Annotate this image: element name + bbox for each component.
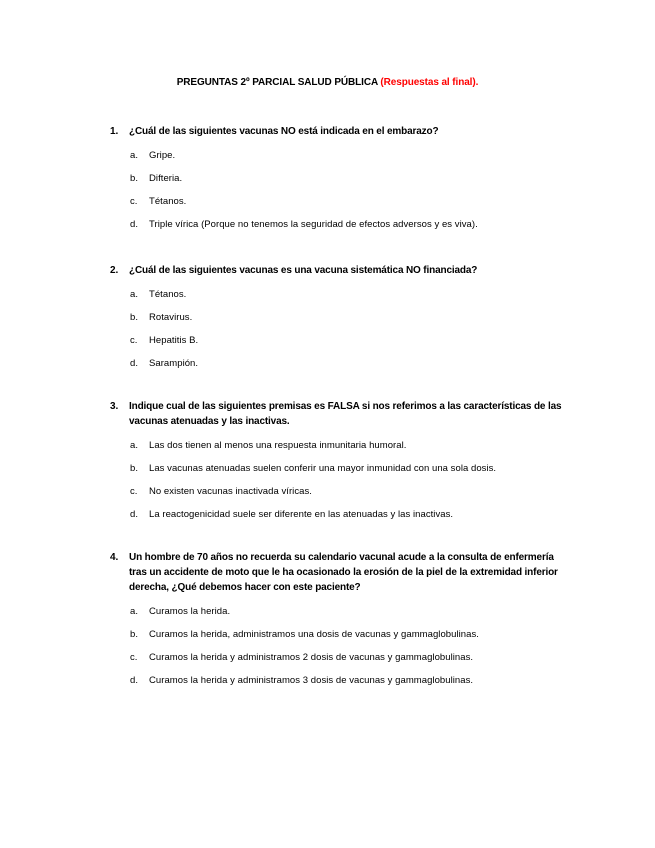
option-letter: a.	[130, 289, 139, 300]
answer-option	[0, 606, 655, 618]
option-text: Curamos la herida.	[149, 606, 231, 617]
option-text: Curamos la herida, administramos una dosis de vacunas y gammaglobulinas.	[149, 629, 479, 640]
title-note: (Respuestas al final).	[380, 77, 479, 88]
question-4	[0, 550, 655, 687]
answer-option	[0, 652, 655, 664]
option-text: Las dos tienen al menos una respuesta inmunitaria humoral.	[149, 440, 407, 451]
question-header	[0, 399, 655, 429]
question-2	[0, 263, 655, 370]
question-number: 3.	[110, 401, 119, 412]
answer-option	[0, 358, 655, 370]
question-1	[0, 124, 655, 231]
option-text: Las vacunas atenuadas suelen conferir una mayor inmunidad con una sola dosis.	[149, 463, 497, 474]
question-text: ¿Cuál de las siguientes vacunas NO está indicada en el embarazo?	[129, 126, 439, 137]
title-main: PREGUNTAS 2º PARCIAL SALUD PÚBLICA	[176, 77, 378, 88]
option-letter: d.	[130, 509, 139, 520]
option-text: No existen vacunas inactivada víricas.	[149, 486, 312, 497]
question-header	[0, 124, 655, 139]
option-letter: d.	[130, 358, 139, 369]
question-text: Indique cual de las siguientes premisas es FALSA si nos referimos a las características de las vacunas atenuadas y las inactivas.	[129, 401, 562, 427]
answer-option	[0, 675, 655, 687]
answer-option	[0, 463, 655, 475]
question-text: ¿Cuál de las siguientes vacunas es una vacuna sistemática NO financiada?	[129, 265, 478, 276]
answer-option	[0, 629, 655, 641]
answer-option	[0, 312, 655, 324]
option-text: Gripe.	[149, 150, 176, 161]
option-letter: a.	[130, 440, 139, 451]
option-letter: d.	[130, 675, 139, 686]
question-number: 4.	[110, 552, 119, 563]
option-text: Hepatitis B.	[149, 335, 199, 346]
answer-option	[0, 173, 655, 185]
answer-option	[0, 219, 655, 231]
answer-option	[0, 196, 655, 208]
option-letter: c.	[130, 486, 138, 497]
option-letter: a.	[130, 606, 139, 617]
option-text: Curamos la herida y administramos 3 dosis de vacunas y gammaglobulinas.	[149, 675, 474, 686]
option-letter: b.	[130, 629, 139, 640]
answer-option	[0, 509, 655, 521]
option-text: Triple vírica (Porque no tenemos la seguridad de efectos adversos y es viva).	[149, 219, 478, 230]
question-number: 2.	[110, 265, 119, 276]
option-text: Rotavirus.	[149, 312, 193, 323]
option-text: Sarampión.	[149, 358, 199, 369]
question-header	[0, 263, 655, 278]
option-letter: c.	[130, 335, 138, 346]
option-letter: a.	[130, 150, 139, 161]
option-text: Difteria.	[149, 173, 183, 184]
option-letter: c.	[130, 652, 138, 663]
document-title	[0, 77, 655, 88]
option-text: Tétanos.	[149, 196, 187, 207]
answer-option	[0, 335, 655, 347]
question-3	[0, 399, 655, 521]
option-letter: d.	[130, 219, 139, 230]
option-letter: b.	[130, 463, 139, 474]
answer-option	[0, 289, 655, 301]
option-text: La reactogenicidad suele ser diferente en las atenuadas y las inactivas.	[149, 509, 454, 520]
answer-option	[0, 440, 655, 452]
question-text: Un hombre de 70 años no recuerda su calendario vacunal acude a la consulta de enfermería tras un accidente de moto que le ha ocasionado la erosión de la piel de la extremidad inferior derecha, ¿Qué debemos hacer con este paciente?	[129, 552, 558, 593]
option-letter: c.	[130, 196, 138, 207]
answer-option	[0, 486, 655, 498]
option-text: Tétanos.	[149, 289, 187, 300]
option-text: Curamos la herida y administramos 2 dosis de vacunas y gammaglobulinas.	[149, 652, 474, 663]
answer-option	[0, 150, 655, 162]
question-number: 1.	[110, 126, 119, 137]
option-letter: b.	[130, 173, 139, 184]
option-letter: b.	[130, 312, 139, 323]
question-header	[0, 550, 655, 595]
